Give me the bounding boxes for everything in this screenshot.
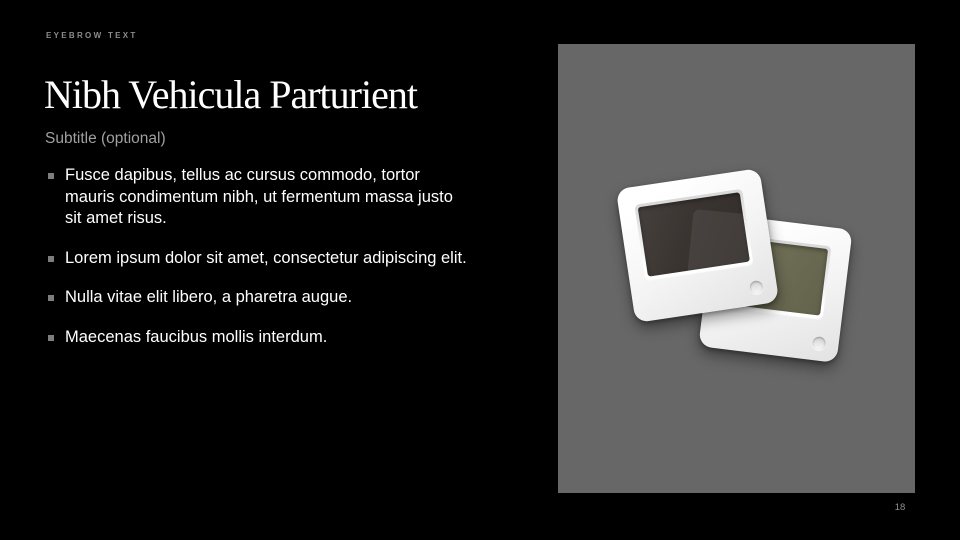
bullet-text: Fusce dapibus, tellus ac cursus commodo, tortor mauris condimentum nibh, ut fermentum massa justo sit amet risus.	[65, 166, 453, 227]
square-bullet-icon	[48, 256, 54, 262]
square-bullet-icon	[48, 173, 54, 179]
slide-subtitle: Subtitle (optional)	[45, 130, 166, 147]
list-item	[48, 165, 472, 230]
slide-photo-dark	[638, 192, 750, 276]
list-item	[48, 287, 472, 309]
bullet-text: Lorem ipsum dolor sit amet, consectetur adipiscing elit.	[65, 248, 467, 267]
square-bullet-icon	[48, 335, 54, 341]
list-item	[48, 327, 472, 349]
slide-photo-frame	[634, 189, 753, 280]
eyebrow-text: EYEBROW TEXT	[46, 31, 138, 40]
square-bullet-icon	[48, 295, 54, 301]
list-item	[48, 248, 472, 270]
image-placeholder	[558, 44, 915, 493]
page-number: 18	[894, 502, 906, 513]
slide-title: Nibh Vehicula Parturient	[44, 71, 417, 117]
slide-mount-dot-icon	[749, 280, 764, 295]
slide-mount-dot-icon	[812, 336, 826, 350]
bullet-text: Maecenas faucibus mollis interdum.	[65, 327, 328, 346]
bullet-text: Nulla vitae elit libero, a pharetra augue.	[65, 288, 353, 306]
bullet-list	[48, 165, 472, 348]
photo-slides-icon	[616, 168, 779, 323]
